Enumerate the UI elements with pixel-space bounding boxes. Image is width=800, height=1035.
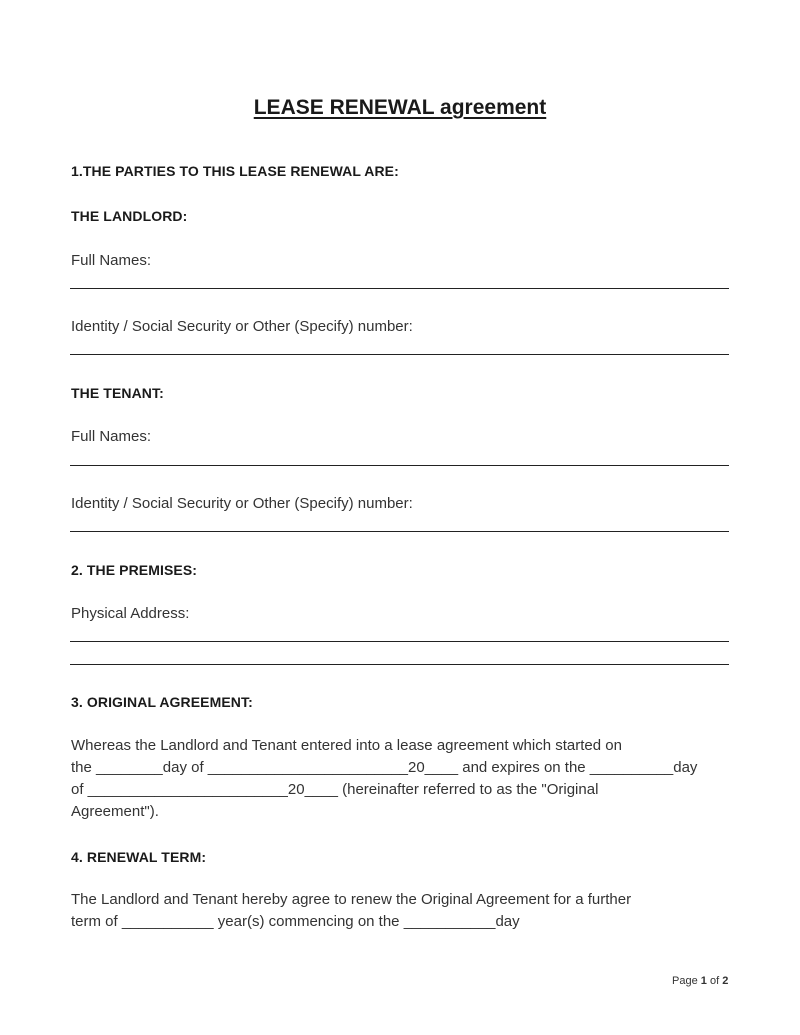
section-3-heading: 3. ORIGINAL AGREEMENT:: [71, 694, 253, 710]
current-page: 1: [700, 975, 707, 987]
landlord-full-names-line: [70, 288, 729, 289]
physical-address-line-1: [70, 641, 729, 642]
tenant-heading: THE TENANT:: [71, 385, 164, 401]
paragraph-line: the ________day of ________________________20____ and expires on the __________day: [71, 759, 698, 776]
renewal-term-paragraph: [71, 889, 731, 933]
physical-address-label: Physical Address:: [71, 605, 190, 622]
paragraph-line: Agreement").: [71, 803, 159, 820]
paragraph-line: of ________________________20____ (hereinafter referred to as the "Original: [71, 781, 599, 798]
landlord-full-names-label: Full Names:: [71, 252, 152, 269]
landlord-identity-label: Identity / Social Security or Other (Specify) number:: [71, 318, 413, 335]
document-title: LEASE RENEWAL agreement: [253, 96, 547, 119]
paragraph-line: term of ___________ year(s) commencing on the ___________day: [71, 913, 520, 930]
total-pages: 2: [722, 975, 729, 987]
page-word: Page: [672, 975, 698, 987]
landlord-identity-line: [70, 354, 729, 355]
section-2-heading: 2. THE PREMISES:: [71, 562, 198, 578]
tenant-full-names-line: [70, 465, 729, 466]
paragraph-line: Whereas the Landlord and Tenant entered into a lease agreement which started on: [71, 737, 622, 754]
section-4-heading: 4. RENEWAL TERM:: [71, 849, 207, 865]
tenant-identity-label: Identity / Social Security or Other (Specify) number:: [71, 495, 413, 512]
tenant-identity-line: [70, 531, 729, 532]
page-number: [672, 975, 728, 987]
tenant-full-names-label: Full Names:: [71, 428, 152, 445]
section-1-heading: 1.THE PARTIES TO THIS LEASE RENEWAL ARE:: [71, 163, 399, 179]
physical-address-line-2: [70, 664, 729, 665]
paragraph-line: The Landlord and Tenant hereby agree to renew the Original Agreement for a further: [71, 891, 632, 908]
original-agreement-paragraph: [71, 735, 731, 823]
landlord-heading: THE LANDLORD:: [71, 208, 188, 224]
of-word: of: [709, 975, 720, 987]
